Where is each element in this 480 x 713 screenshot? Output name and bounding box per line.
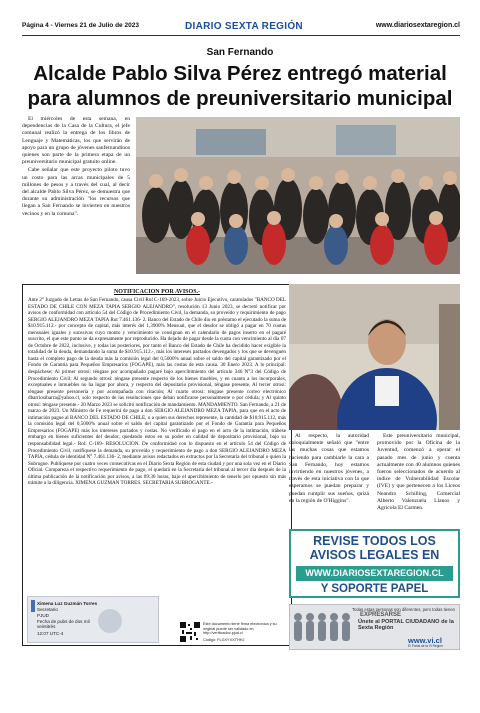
qr-code-icon: [180, 622, 200, 642]
page-date: Página 4 - Viernes 21 de Julio de 2023: [22, 22, 139, 29]
ad-line-1: REVISE TODOS LOS: [313, 534, 436, 548]
header-rule: [22, 35, 460, 36]
portal-ad-sub: El Portal de la VI Región: [408, 644, 443, 648]
group-photo-image: [136, 117, 460, 274]
article-col-1: [22, 116, 130, 218]
signature-time: 12:07 UTC-4: [37, 631, 64, 636]
ad-website-link[interactable]: WWW.DIARIOSEXTAREGION.CL: [296, 566, 453, 581]
electronic-signature: [27, 596, 159, 643]
portal-ad-tagline: Todas estas personas son diferentes, pero todas tienen: [352, 607, 455, 612]
portrait-photo-image: [289, 284, 460, 430]
article-col-4: [377, 433, 460, 512]
headline: [10, 61, 470, 111]
article-paragraph: El miércoles de esta semana, en dependencias de la Casa de la Cultura, el jefe comunal realizó la entrega de los libros de Lenguaje y Matemáticas, los que servirán de apoyo para un grupo de jóvenes sanfernandinos quienes son parte de la primera etapa de un preuniversitario municipal gratuito online.: [22, 116, 130, 166]
portrait-photo: [289, 284, 460, 430]
notice-body: Ante 2° Juzgado de Letras de San Fernando, causa Civil Rol C-169-2023, sobre Juicio Ejecutivo, caratulados "BANCO DEL ESTADO DE CHILE CON MEZA TAPIA SERGIO ALEJANDRO", resolución 13 Junio 2023, se decretó notificar por avisos de conformidad con artículo 54 del Código de Procedimiento Civil, la demanda, su proveído y requirimiento de pago SERGIO ALEJANDRO MEZA TAPIA Rut 7.461.136- 2. Banco del Estado de Chile dio en préstamo el ejecutado la suma de $10.915.112.- por concepto de capital, más interés del 1,3900% Mensual, que el deudor se obligó a pagar en 70 cuotas mensuales iguales y sucesivas cuyo monto y vencimiento se consignan en el calendario de pagos inserto en el pagaré suscrito, el que este punto se da expresamente por reproducido. Ha dejado de pagar desde la cuota con vencimiento al día 07 de Octubre de 2022, inclusive, y todas las posteriores, por tanto el Banco del Estado de Chile ha decidido hacer exigible la totalidad de la deuda, demandando la suma de $10.915.112.-, más los intereses pactados devengados y los que se devenguen hasta el completo pago de la deuda más la comisión legal del 0,5000% anual sobre el saldo del capital garantizado por el Fondo de Garantía para Pequeños Empresarios (FOGAPE), más las costas de esta causa. 30 Enero 2023. A lo principal: despáchese; Al primer otrosí: téngase por acompañado pagaré bajo apercibimiento del artículo 346 N°3 del Código de Procedimiento Civil; Al segundo otrosí: téngase presente respecto de los bienes muebles, y en cuanto a los incorporales, exceptuales e inmuebles no ha lugar por ahora, y respecto del depositario provisional, téngase presente, Al tercer otrosí: téngase presente personería y por acompañada con citación; Al cuarto otrosí: téngase presente correo electrónico dbarriosibarra@yahoo.cl, solo respecto de las resoluciones que deban notificarse personalmente o por cédula; y Al quinto otrosí: téngase presente.- 20 Marzo 2023 se solicitó notificación de mandamiento. MANDAMIENTO. San Fernando, a 21 de marzo de 2023. Un Ministro de Fe requerirá de pago a don SERGIO ALEJANDRO MEZA TAPIA, para que en el acto de intimación pague al BANCO DEL ESTADO DE CHILE, o a quien sus derechos represente, la cantidad de $10.915.112, más la comisión legal del 0,5000% anual sobre el saldo del capital garantizado por el Fondo de Garantía para Pequeños Empresarios (FOGAPE) más los intereses pactados y costas. No verificado el pago en el acto de la intimación, trábese embargo en bienes suficientes del deudor, quedando estos en su poder en calidad de depositario provisional, bajo su responsabilidad legal.- Rol: C-169- RESOLUCION. De conformidad con lo dispuesto en el artículo 54 del Código de Procedimiento Civil, notifíquese la demanda, su proveído y requerimiento de pago a don SERGIO ALEJANDRO MEZA TAPIA, cédula de identidad N° 7.461.136- 2, mediante avisos redactados en extractos por la Secretaria del tribunal o quien la Subrogue. Publíquese por cuatro veces consecutivas en el Diario Sexta Región de esta ciudad y por una sola vez en el Diario Oficial. Compareza el respectivo requerimiento de pago, el quedará en la Secretaría del tribunal al tercer día después de la última publicación de la notificación por avisos, a las 09:30 horas, bajo el apercibimiento de tenerlo por opuesto sin más trámite a la diligencia. XIMENA GUZMAN TORRES. SECRETARIA SUBROGANTE.-: [28, 297, 286, 487]
legal-notices-ad[interactable]: [289, 529, 460, 598]
lock-icon: [98, 609, 122, 633]
portal-ad-cta: Únete al PORTAL CIUDADANO de la Sexta Región: [358, 619, 454, 631]
signature-note: Fecha de pubs de dos mil veintitrés: [37, 619, 90, 630]
portal-ad[interactable]: [289, 604, 460, 650]
signer-code: PJUD: [37, 613, 49, 618]
signer-role: Secretario: [37, 607, 58, 612]
article-paragraph: Este preuniversitario municipal, promovido por la Oficina de la Juventud, comenzó a operar el pasado mes de junio y cuenta actualmente con 40 alumnos quienes fueron seleccionados de acuerdo al índice de Vulnerabilidad Escolar (IVE) y que pertenecen a los Liceos Neandro Schilling, Comercial Alberto Valenzuela Llanos y Agrícola El Carmen.: [377, 433, 460, 512]
portal-ad-brand: EXPRESARSE: [360, 612, 402, 618]
headline-line-2: para alumnos de preuniversitario municipal: [27, 87, 453, 110]
article-paragraph: Al respecto, la autoridad coloquialmente señaló que "entre las muchas cosas que estamos haciendo para cambiarle la cara a San Fernando, hoy estamos invirtiendo en nuestros jóvenes, a través de esta iniciativa con la que esperamos se puedan preparar y puedan cumplir sus sueños, quizá en la región de O'Higgins".: [289, 433, 369, 504]
verification-text: [203, 622, 287, 642]
article-paragraph: Cabe señalar que este proyecto piloto tuvo un costo para las arcas municipales de 5 millones de pesos y a través del cual, al decir del alcalde Pablo Silva Pérez, se demuestra que durante su administración "los recursos que llegan a San Fernando se invierten en nuestros vecinos y en la comuna".: [22, 167, 130, 217]
ad-line-2: AVISOS LEGALES EN: [309, 548, 440, 562]
group-photo: [136, 117, 460, 274]
ad-line-4: Y SOPORTE PAPEL: [320, 583, 429, 595]
legal-notice: [22, 284, 292, 646]
notice-title: NOTIFICACION POR AVISOS.-: [113, 289, 201, 295]
signer-name: Ximena Luz Guzmán Torres: [37, 601, 98, 606]
verification-code: Código: FLGXYXXTHHJ: [203, 637, 245, 642]
seal-icon: [31, 600, 35, 612]
website-link[interactable]: www.diariosextaregion.cl: [375, 22, 460, 29]
article-col-3: [289, 433, 369, 505]
headline-line-1: Alcalde Pablo Silva Pérez entregó material: [33, 62, 447, 85]
article-kicker: San Fernando: [206, 47, 274, 58]
page-header: [22, 21, 460, 34]
verification-note: Este documento tiene firma electrónica y su original puede ser validado en http://verificadoc.pjud.cl: [203, 622, 277, 636]
brand-name: DIARIO SEXTA REGIÓN: [185, 21, 303, 32]
portal-ad-site[interactable]: www.vi.cl: [408, 636, 442, 645]
